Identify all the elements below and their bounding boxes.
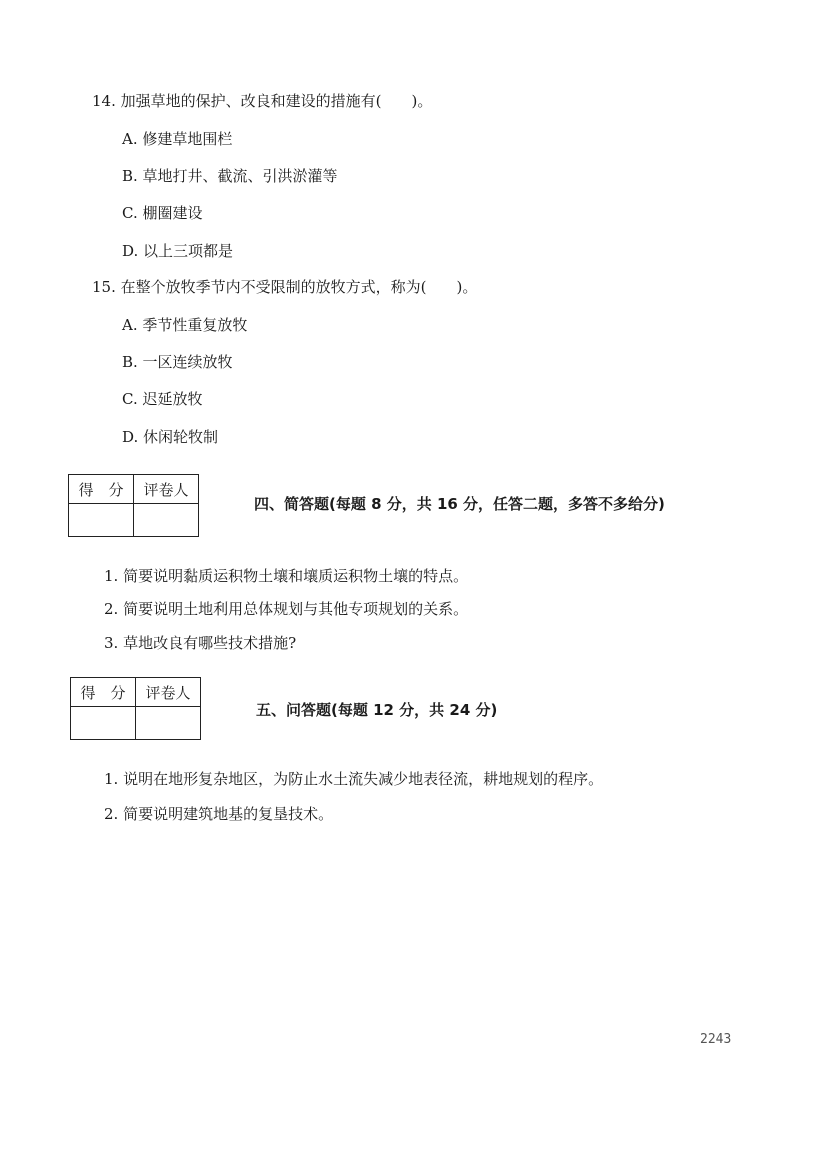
- section-5-question-1: 1. 说明在地形复杂地区，为防止水土流失减少地表径流，耕地规划的程序。: [104, 770, 604, 788]
- grader-cell[interactable]: [136, 707, 201, 740]
- score-header: 得 分: [69, 475, 134, 504]
- score-table-section-4: [68, 474, 199, 537]
- section-4-heading: 四、简答题(每题 8 分，共 16 分，任答二题，多答不多给分): [254, 495, 665, 513]
- question-15-stem: 15. 在整个放牧季节内不受限制的放牧方式，称为( )。: [92, 278, 478, 296]
- grader-header: 评卷人: [136, 678, 201, 707]
- score-table-section-5: [70, 677, 201, 740]
- section-4-question-3: 3. 草地改良有哪些技术措施?: [104, 634, 297, 652]
- section-4-question-1: 1. 简要说明黏质运积物土壤和壤质运积物土壤的特点。: [104, 567, 469, 585]
- question-14-stem: 14. 加强草地的保护、改良和建设的措施有( )。: [92, 92, 433, 110]
- score-cell[interactable]: [71, 707, 136, 740]
- grader-cell[interactable]: [134, 504, 199, 537]
- score-header: 得 分: [71, 678, 136, 707]
- question-14-option-b: B. 草地打井、截流、引洪淤灌等: [122, 167, 338, 185]
- grader-header: 评卷人: [134, 475, 199, 504]
- question-15-option-c: C. 迟延放牧: [122, 390, 203, 408]
- question-14-option-d: D. 以上三项都是: [122, 242, 234, 260]
- question-15-option-d: D. 休闲轮牧制: [122, 428, 219, 446]
- question-15-option-b: B. 一区连续放牧: [122, 353, 233, 371]
- page-number: 2243: [700, 1032, 732, 1047]
- section-5-question-2: 2. 简要说明建筑地基的复垦技术。: [104, 805, 334, 823]
- question-15-option-a: A. 季节性重复放牧: [122, 316, 248, 334]
- section-5-heading: 五、问答题(每题 12 分，共 24 分): [256, 701, 498, 719]
- section-4-question-2: 2. 简要说明土地利用总体规划与其他专项规划的关系。: [104, 600, 469, 618]
- question-14-option-a: A. 修建草地围栏: [122, 130, 233, 148]
- question-14-option-c: C. 棚圈建设: [122, 204, 203, 222]
- score-cell[interactable]: [69, 504, 134, 537]
